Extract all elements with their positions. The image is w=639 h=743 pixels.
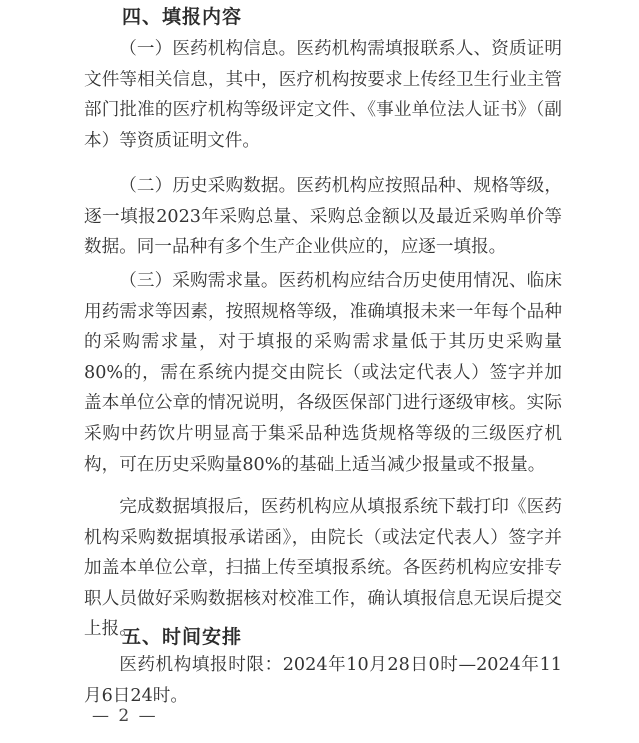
paragraph-schedule: 医药机构填报时限：2024年10月28日0时—2024年11月6日24时。 <box>84 655 562 706</box>
paragraph-body: 医药机构应结合历史使用情况、临床用药需求等因素，按照规格等级，准确填报未来一年每个品种的采购需求量，对于填报的采购需求量低于其历史采购量80%的，需在系统内提交由院长（或法定代表人）签字并加盖本单位公章的情况说明，各级医保部门进行逐级审核。实际采购中药饮片明显高于集采品种选货规格等级的三级医疗机构，可在历史采购量80%的基础上适当减少报量或不报量。 <box>84 271 562 475</box>
paragraph-lead: （一）医药机构信息。 <box>119 39 297 59</box>
paragraph-lead: （三）采购需求量。 <box>119 271 279 291</box>
paragraph-purchase-demand <box>84 266 562 480</box>
section-heading-content: 四、填报内容 <box>122 6 243 28</box>
paragraph-body: 医药机构应按照品种、规格等级，逐一填报2023年采购总量、采购总金额以及最近采购单价等数据。同一品种有多个生产企业供应的，应逐一填报。 <box>84 176 562 258</box>
section-heading-schedule: 五、时间安排 <box>122 626 243 648</box>
paragraph-institution-info <box>84 34 562 156</box>
paragraph-submission-steps: 完成数据填报后，医药机构应从填报系统下载打印《医药机构采购数据填报承诺函》，由院长（或法定代表人）签字并加盖本单位公章，扫描上传至填报系统。各医药机构应安排专职人员做好采购数据核对校准工作，确认填报信息无误后提交上报。 <box>84 497 562 640</box>
paragraph-lead: （二）历史采购数据。 <box>119 176 297 196</box>
paragraph-body: 医药机构需填报联系人、资质证明文件等相关信息，其中，医疗机构按要求上传经卫生行业主管部门批准的医疗机构等级评定文件、《事业单位法人证书》（副本）等资质证明文件。 <box>84 39 562 151</box>
page-number: — 2 — <box>92 706 158 726</box>
paragraph-purchase-history <box>84 171 562 263</box>
